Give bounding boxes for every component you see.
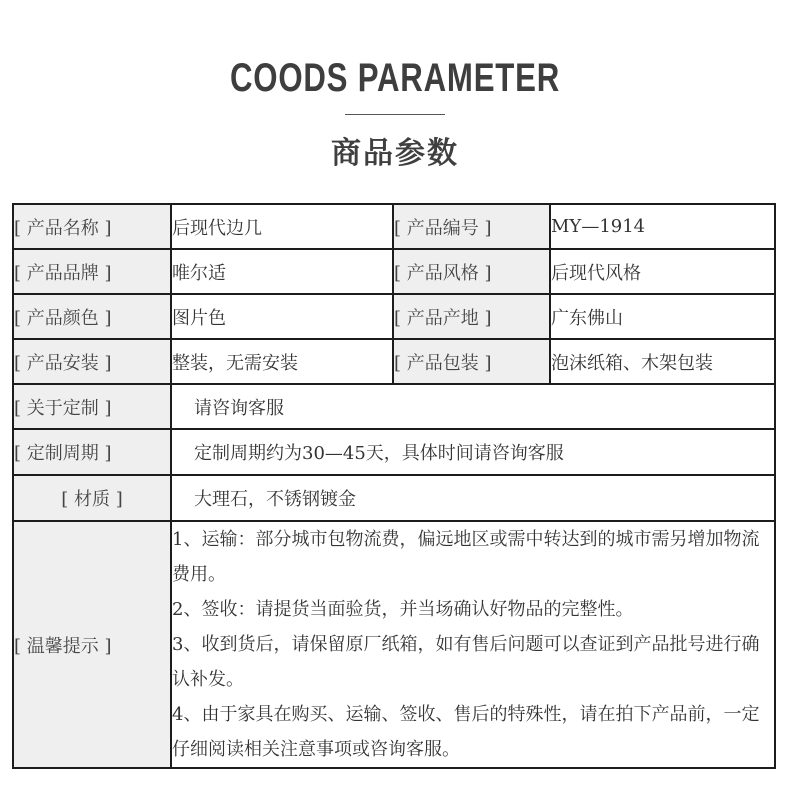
table-row (13, 294, 775, 339)
customization-value: 请咨询客服 (171, 384, 775, 429)
material-label: [ 材质 ] (13, 475, 171, 521)
product-color-label: [ 产品颜色 ] (13, 294, 171, 339)
product-code-label: [ 产品编号 ] (393, 204, 550, 249)
tip-item: 3、收到货后，请保留原厂纸箱，如有售后问题可以查证到产品批号进行确认补发。 (172, 634, 760, 690)
product-package-label: [ 产品包装 ] (393, 339, 550, 384)
product-origin-label: [ 产品产地 ] (393, 294, 550, 339)
section-title-en: COODS PARAMETER (229, 56, 561, 100)
customization-label: [ 关于定制 ] (13, 384, 171, 429)
product-brand-label: [ 产品品牌 ] (13, 249, 171, 294)
custom-period-value: 定制周期约为30—45天，具体时间请咨询客服 (171, 429, 775, 475)
product-package-value: 泡沫纸箱、木架包装 (550, 339, 775, 384)
tip-item: 1、运输：部分城市包物流费，偏远地区或需中转达到的城市需另增加物流费用。 (172, 529, 760, 585)
table-row (13, 339, 775, 384)
title-divider (345, 114, 445, 115)
custom-period-label: [ 定制周期 ] (13, 429, 171, 475)
table-row (13, 204, 775, 249)
table-row (13, 475, 775, 521)
product-code-value: MY—1914 (550, 204, 775, 249)
tips-label: [ 温馨提示 ] (13, 521, 171, 768)
product-style-value: 后现代风格 (550, 249, 775, 294)
section-title-cn: 商品参数 (331, 136, 459, 171)
table-row (13, 521, 775, 768)
table-row (13, 429, 775, 475)
tip-item: 2、签收：请提货当面验货，并当场确认好物品的完整性。 (172, 599, 634, 620)
product-brand-value: 唯尔适 (171, 249, 393, 294)
product-style-label: [ 产品风格 ] (393, 249, 550, 294)
tips-content (171, 521, 775, 768)
product-name-label: [ 产品名称 ] (13, 204, 171, 249)
product-color-value: 图片色 (171, 294, 393, 339)
product-install-label: [ 产品安装 ] (13, 339, 171, 384)
product-origin-value: 广东佛山 (550, 294, 775, 339)
material-value: 大理石，不锈钢镀金 (171, 475, 775, 521)
product-install-value: 整装，无需安装 (171, 339, 393, 384)
table-row (13, 384, 775, 429)
tip-item: 4、由于家具在购买、运输、签收、售后的特殊性，请在拍下产品前，一定仔细阅读相关注意事项或咨询客服。 (172, 704, 760, 760)
product-name-value: 后现代边几 (171, 204, 393, 249)
table-row (13, 249, 775, 294)
parameter-table (12, 203, 776, 769)
